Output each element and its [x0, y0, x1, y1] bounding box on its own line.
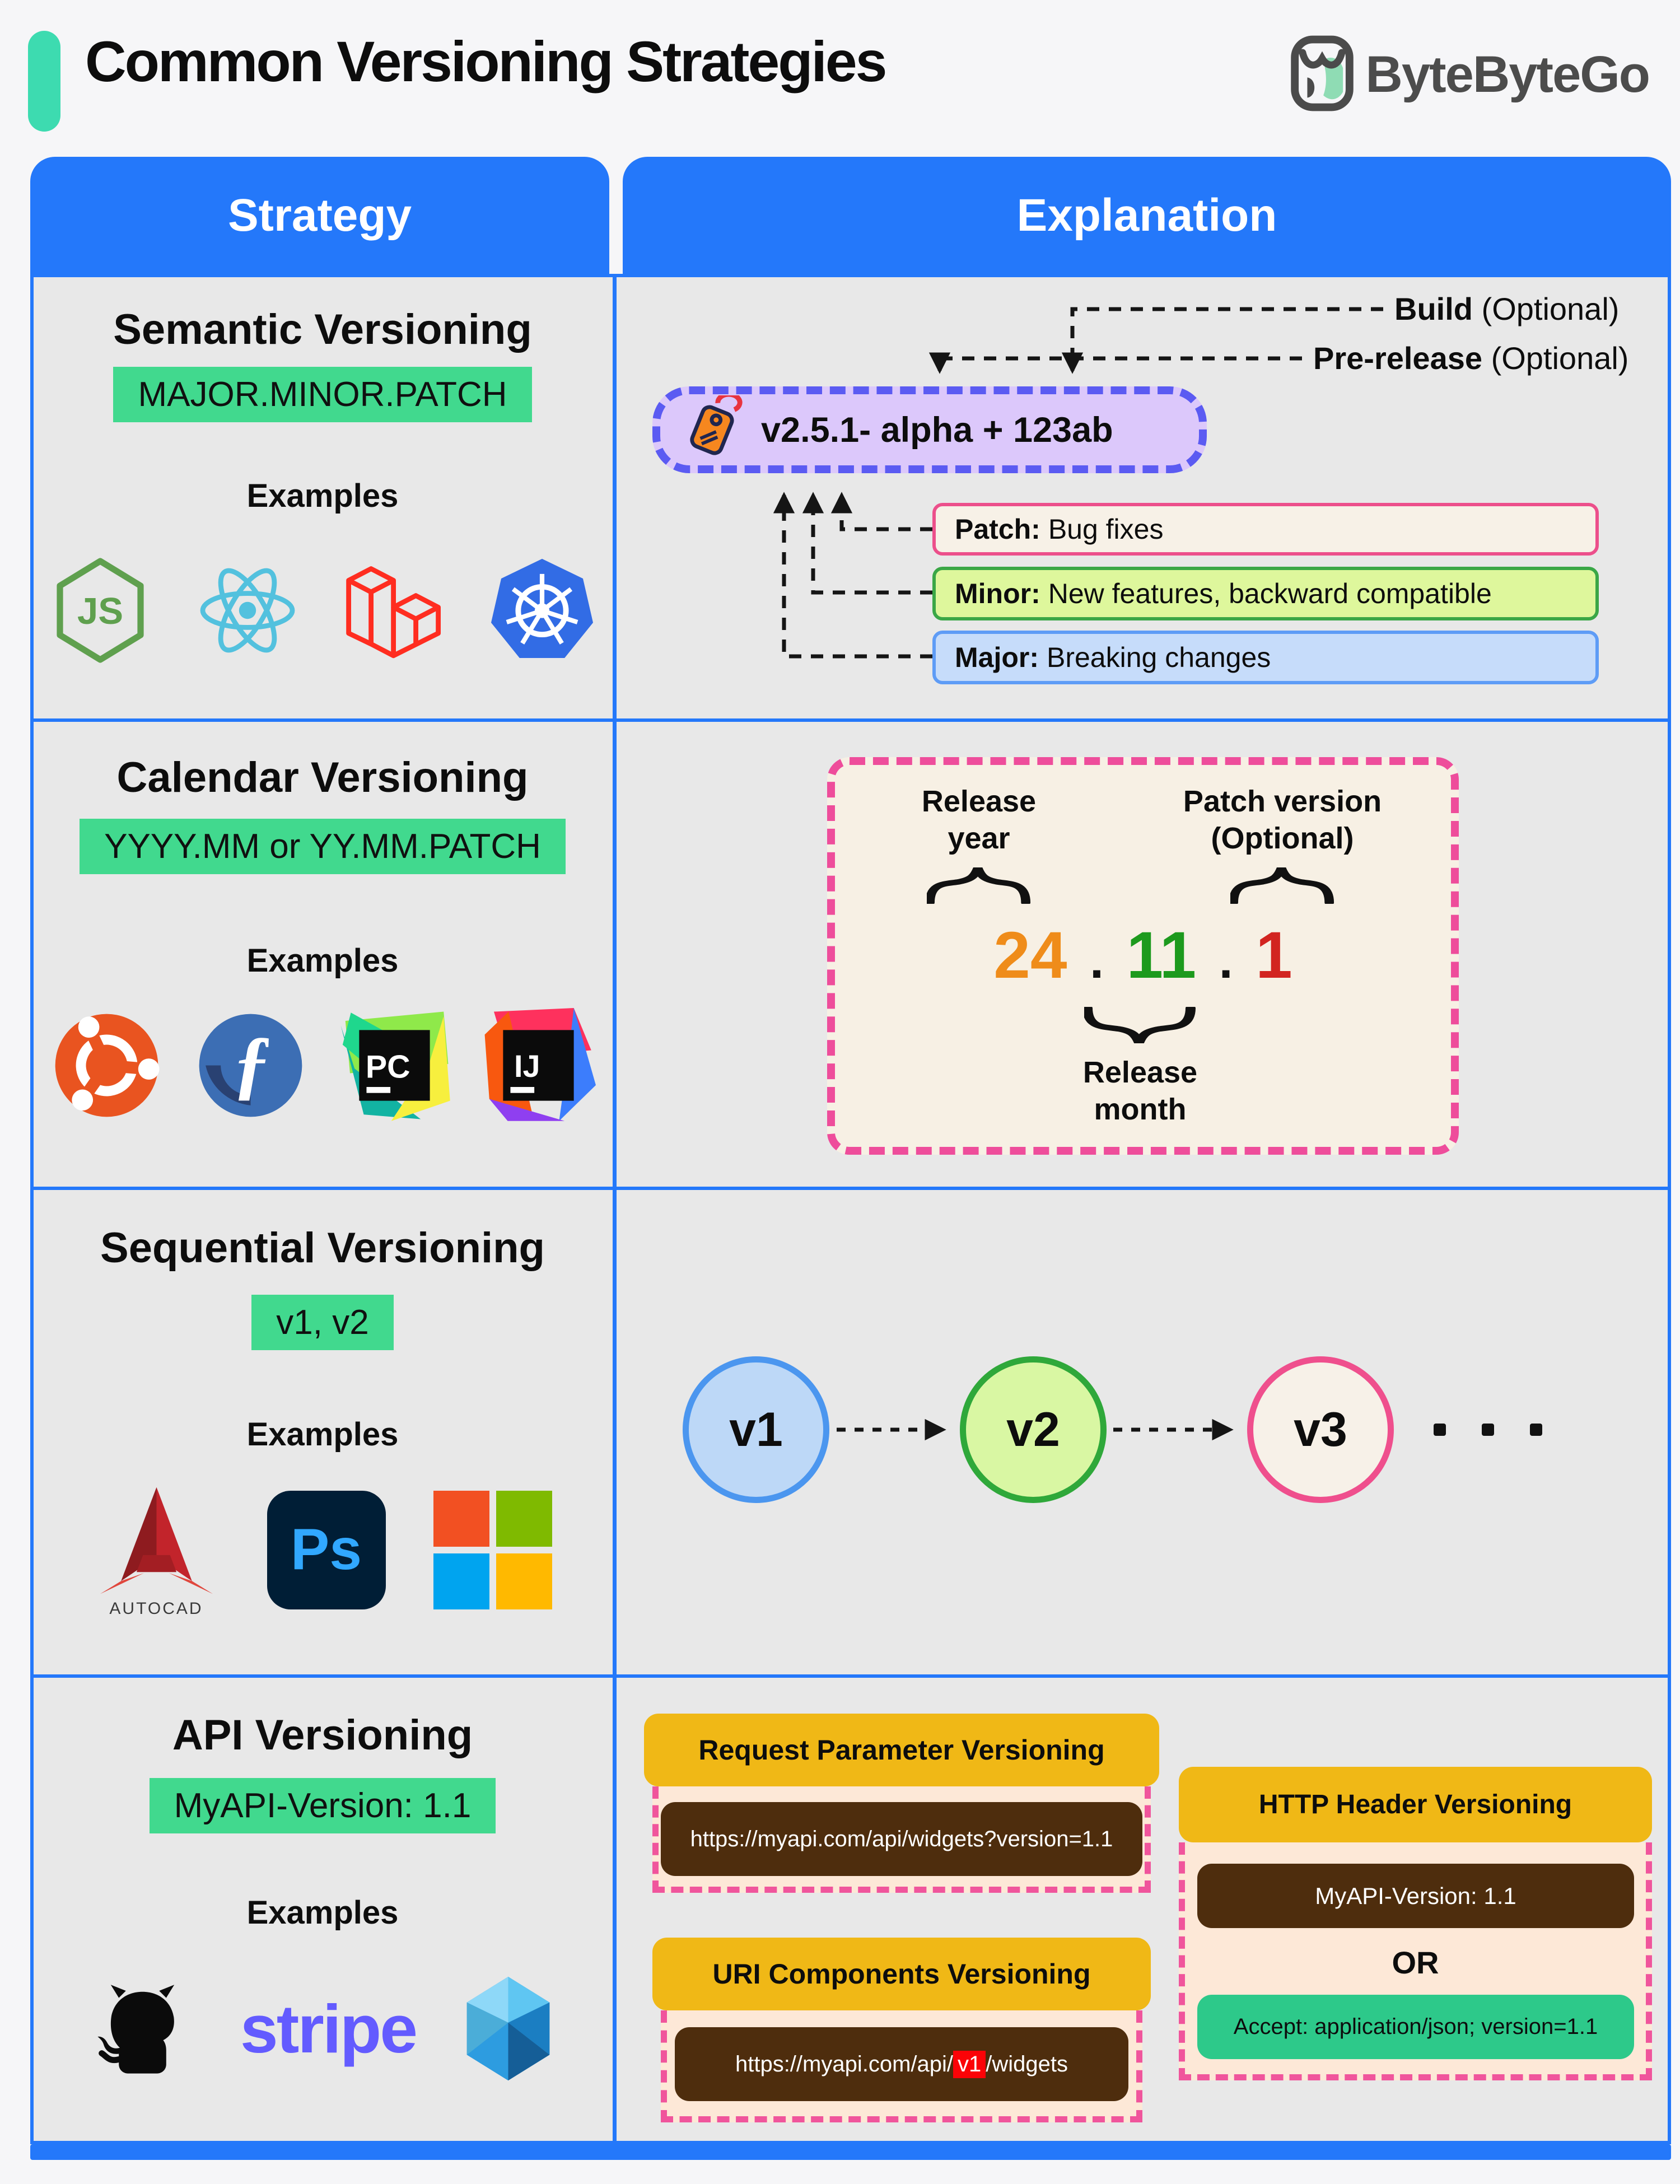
svg-text:JS: JS — [77, 590, 124, 632]
row1-example-icons — [34, 552, 612, 669]
nodejs-icon — [44, 552, 156, 669]
month-brace-icon — [1084, 1007, 1196, 1044]
table-bottom-bar — [30, 2144, 1671, 2160]
calendar-version-number: 24 . 11 . 1 — [993, 918, 1292, 992]
minor-callout: Minor: New features, backward compatible — [932, 567, 1599, 620]
row1-strategy-title: Semantic Versioning — [113, 306, 532, 353]
page-title: Common Versioning Strategies — [85, 30, 886, 94]
bytebytego-mark-icon — [1289, 35, 1355, 115]
release-month-label: Release month — [1082, 1056, 1198, 1126]
photoshop-icon: Ps — [267, 1491, 386, 1609]
request-param-header: Request Parameter Versioning — [644, 1714, 1159, 1786]
github-icon — [80, 1966, 206, 2092]
column-header-explanation: Explanation — [623, 157, 1671, 274]
title-accent-bar — [28, 31, 60, 132]
build-label: Build (Optional) — [1394, 291, 1620, 326]
intellij-icon — [481, 1008, 596, 1123]
row2-example-icons — [34, 1008, 612, 1123]
ubuntu-icon — [49, 1008, 164, 1123]
row2-examples-label: Examples — [246, 942, 399, 979]
row2-strategy-title: Calendar Versioning — [116, 754, 529, 801]
react-icon — [189, 554, 306, 666]
or-label: OR — [1392, 1945, 1439, 1980]
patch-version-label: Patch version (Optional) — [1183, 785, 1382, 855]
year-brace-icon — [927, 867, 1031, 904]
ellipsis-dots — [1434, 1424, 1542, 1436]
column-divider — [613, 274, 617, 2144]
row2-format-pill: YYYY.MM or YY.MM.PATCH — [80, 819, 566, 874]
row1-examples-label: Examples — [246, 478, 399, 514]
fedora-icon — [193, 1008, 308, 1123]
laravel-icon — [339, 552, 451, 669]
release-year-label: Release year — [921, 785, 1037, 855]
row3-format-pill: v1, v2 — [251, 1295, 393, 1350]
row4-examples-label: Examples — [246, 1894, 399, 1931]
row1-format-pill: MAJOR.MINOR.PATCH — [113, 367, 531, 422]
row4-format-pill: MyAPI-Version: 1.1 — [150, 1778, 496, 1833]
svg-text:PC: PC — [365, 1049, 410, 1085]
gem-icon — [451, 1971, 566, 2086]
version-node-v2: v2 — [960, 1356, 1107, 1503]
row3-example-icons — [34, 1481, 612, 1618]
svg-text:ƒ: ƒ — [232, 1020, 272, 1107]
row-divider-2 — [30, 1187, 1671, 1190]
autocad-icon: AUTOCAD — [94, 1481, 220, 1618]
semver-version-text: v2.5.1- alpha + 123ab — [761, 410, 1113, 450]
prerelease-label: Pre-release (Optional) — [1313, 340, 1629, 376]
row-divider-1 — [30, 718, 1671, 722]
tag-icon — [680, 395, 746, 464]
version-node-v1: v1 — [683, 1356, 829, 1503]
patch-callout: Patch: Bug fixes — [932, 503, 1599, 556]
uri-components-header: URI Components Versioning — [652, 1938, 1151, 2010]
stripe-logo: stripe — [240, 1990, 417, 2067]
major-callout: Major: Breaking changes — [932, 631, 1599, 684]
row-divider-3 — [30, 1674, 1671, 1678]
column-header-strategy: Strategy — [30, 157, 609, 274]
version-node-v3: v3 — [1247, 1356, 1394, 1503]
row3-strategy-title: Sequential Versioning — [100, 1224, 545, 1272]
accept-header-pill: Accept: application/json; version=1.1 — [1197, 1995, 1634, 2059]
row3-examples-label: Examples — [246, 1416, 399, 1453]
patch-brace-icon — [1230, 867, 1334, 904]
brand-logo — [1289, 35, 1649, 115]
request-param-url: https://myapi.com/api/widgets?version=1.1 — [661, 1802, 1142, 1876]
brand-name: ByteByteGo — [1365, 46, 1649, 103]
uri-components-url: https://myapi.com/api/ v1 /widgets — [675, 2027, 1128, 2101]
http-header-header: HTTP Header Versioning — [1179, 1767, 1652, 1842]
row4-example-icons — [34, 1966, 612, 2092]
v1-highlight: v1 — [953, 2051, 986, 2078]
row4-strategy-title: API Versioning — [172, 1711, 473, 1759]
svg-text:IJ: IJ — [514, 1049, 540, 1084]
kubernetes-icon — [483, 553, 601, 668]
http-header-pill: MyAPI-Version: 1.1 — [1197, 1864, 1634, 1928]
microsoft-icon — [433, 1491, 552, 1609]
semver-version-box — [652, 386, 1207, 473]
pycharm-icon — [337, 1008, 452, 1123]
